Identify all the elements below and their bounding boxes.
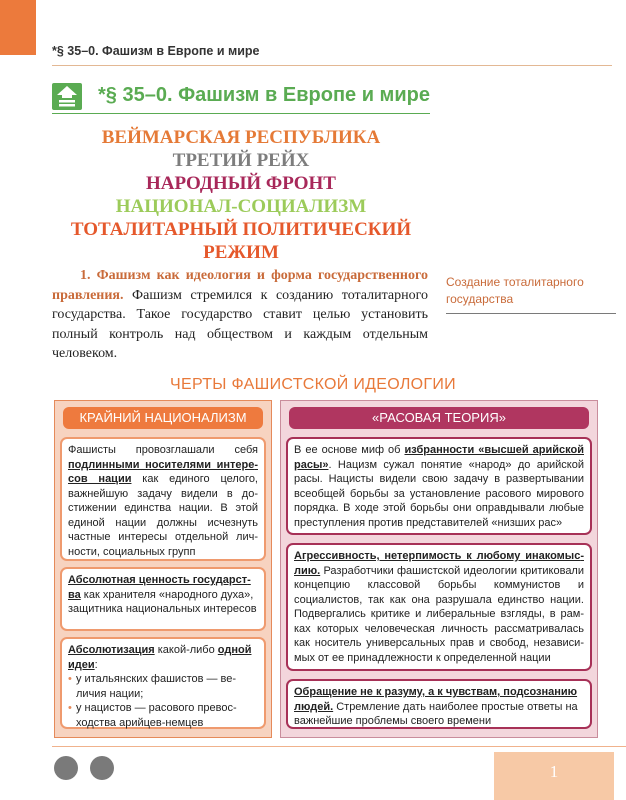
footer-divider [52, 746, 626, 747]
card-text: В ее основе миф об [294, 444, 405, 456]
racial-card-1 [286, 437, 592, 535]
nav-dot-icon[interactable] [90, 756, 114, 780]
card-emphasis: подлинными носителями интересов нации [68, 458, 258, 485]
margin-note: Создание тоталитарного государства [446, 275, 584, 306]
paragraph-body: Фашизм стремился к созданию тоталитарного государства. Такое государство ставит целью установить полный контроль над обществом и каждым отдельным человеком. [52, 287, 428, 361]
corner-tab [0, 0, 36, 55]
nationalism-card-3 [60, 637, 266, 729]
card-text: . Нацизм сужал понятие «народ» до арийской расы. Нацисты видели свою задачу в развертывании всеобщей борьбы за установление расового мирового порядка. В ходе этой борьбы они оправдывали любые преступления против представителей «низших рас» [294, 458, 584, 529]
card-emphasis: Абсолютная ценность государства [68, 574, 251, 601]
nav-dot-icon[interactable] [54, 756, 78, 780]
card-emphasis: избранности «высшей арийской расы» [294, 444, 584, 471]
nationalism-header: КРАЙНИЙ НАЦИОНАЛИЗМ [63, 407, 263, 429]
home-arrow-icon [52, 83, 82, 110]
nationalism-card-1 [60, 437, 266, 561]
card-emphasis: одной идеи [68, 644, 252, 671]
term-totalitarian: ТОТАЛИТАРНЫЙ ПОЛИТИЧЕСКИЙ [70, 219, 412, 240]
card-text: : [94, 658, 98, 671]
running-header: *§ 35–0. Фашизм в Европе и мире [52, 44, 260, 58]
key-terms [60, 126, 422, 264]
paragraph-heading: 1. Фашизм как идеология и форма государственного правления. [52, 268, 428, 303]
body-paragraph [52, 266, 428, 364]
list-item: • у нацистов — расового превосходства арийцев-немцев [68, 701, 258, 730]
header-divider [52, 65, 612, 66]
racial-card-3 [286, 679, 592, 729]
card-text: как единого целого, важнейшую задачу видели в достижении единства нации. В этой единой нации должны исчезнуть частные интересы отдельной личности, социальных групп [68, 473, 258, 558]
margin-note-divider [446, 313, 616, 314]
list-item: • у итальянских фашистов — величия нации; [68, 672, 258, 701]
term-popular-front: НАРОДНЫЙ ФРОНТ [146, 173, 336, 194]
racial-card-2 [286, 543, 592, 671]
card-emphasis: Агрессивность, нетерпимость к любому инакомыслию. [294, 550, 584, 577]
card-text: какой-либо [154, 644, 218, 656]
card-text: Фашисты провозглашали себя [68, 444, 258, 456]
term-national-socialism: НАЦИОНАЛ-СОЦИАЛИЗМ [115, 196, 367, 217]
page-number: 1 [549, 762, 559, 781]
term-weimar: ВЕЙМАРСКАЯ РЕСПУБЛИКА [101, 127, 381, 148]
section-title-row [52, 83, 430, 110]
nationalism-panel [54, 400, 272, 738]
card-text: Стремление дать наиболее простые ответы на важнейшие проблемы своего времени [294, 700, 578, 727]
diagram-title: ЧЕРТЫ ФАШИСТСКОЙ ИДЕОЛОГИИ [170, 376, 456, 393]
idea-list [68, 672, 258, 730]
section-title-underline [52, 113, 430, 114]
racial-theory-header: «РАСОВАЯ ТЕОРИЯ» [289, 407, 589, 429]
section-title: *§ 35–0. Фашизм в Европе и мире [98, 84, 430, 106]
card-text: Разработчики фашистской идеологии критиковали концепцию классовой борьбы коммунистов и социалистов, так как она разрушала единство нации. Подвергались критике и либеральные взгляды, в рамках которых человеческая личность рассматривалась как носитель универсальных прав и свобод, независимых от ее принадлежности к определенной нации [294, 564, 584, 664]
page-number-box [494, 752, 614, 800]
card-text: как хранителя «народного духа», защитника национальных интересов [68, 588, 257, 615]
term-third-reich: ТРЕТИЙ РЕЙХ [172, 150, 310, 171]
racial-theory-panel [280, 400, 598, 738]
card-emphasis: Абсолютизация [68, 644, 155, 656]
card-emphasis: Обращение не к разуму, а к чувствам, подсознанию людей. [294, 686, 578, 713]
term-regime: РЕЖИМ [203, 242, 279, 263]
nationalism-card-2 [60, 567, 266, 631]
